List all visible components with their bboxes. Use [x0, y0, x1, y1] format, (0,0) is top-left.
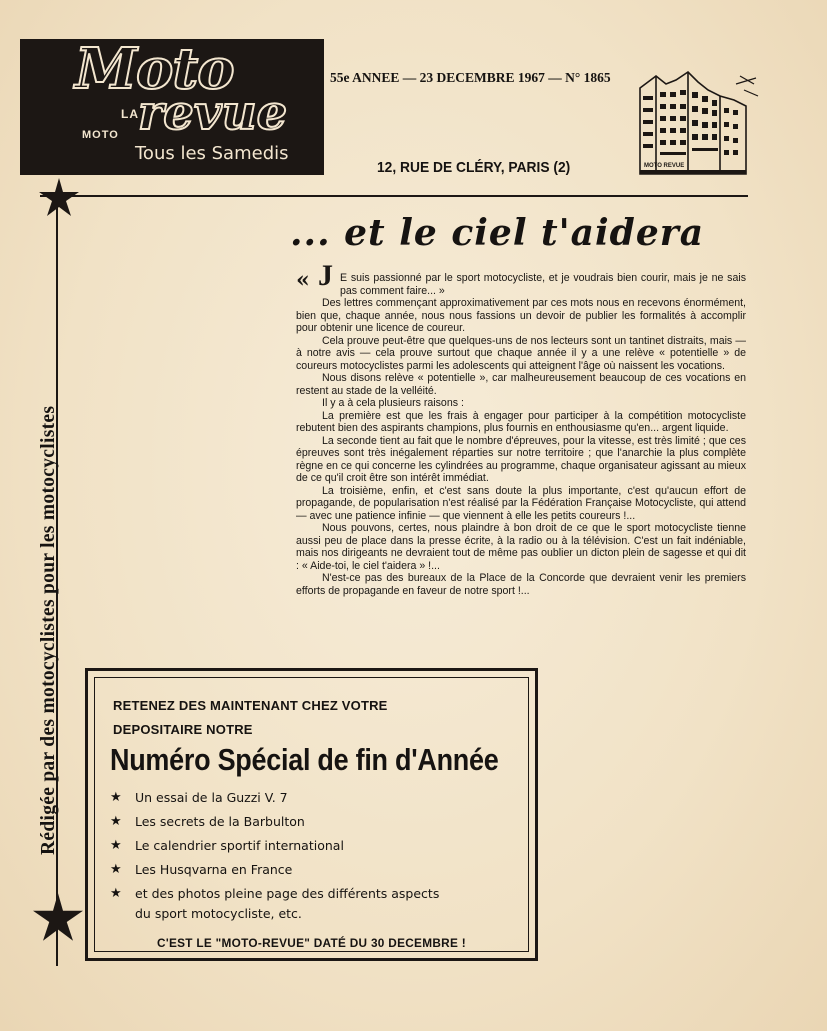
header-rule	[40, 195, 748, 197]
star-bullet-icon: ★	[110, 790, 122, 805]
star-bullet-icon: ★	[110, 838, 122, 853]
star-icon-bottom	[33, 893, 83, 941]
article-paragraph: Nous disons relève « potentielle », car malheureusement beaucoup de ces vocations en restent au stade de la velléité.	[296, 372, 746, 397]
star-bullet-icon: ★	[110, 814, 122, 829]
logo-la-text: LA	[121, 107, 139, 121]
promo-list-item	[110, 788, 510, 812]
promo-item-text: Les Husqvarna en France	[135, 862, 293, 877]
promo-item-text: Un essai de la Guzzi V. 7	[135, 790, 288, 805]
promo-list-item	[110, 884, 510, 928]
promo-item-text: Les secrets de la Barbulton	[135, 814, 305, 829]
article-first-paragraph: E suis passionné par le sport motocycliste, et je voudrais bien courir, mais je ne sais pas comment faire... »	[340, 272, 746, 297]
article-paragraph: La troisième, enfin, et c'est sans doute la plus importante, c'est qu'aucun effort de propagande, de popularisation n'est réalisé par la Fédération Française Motocycliste, qui attend — avec une patience infinie — que viennent à elle les petits coureurs !...	[296, 484, 746, 522]
promo-item-text: du sport motocycliste, etc.	[135, 906, 302, 921]
drop-cap: J	[318, 259, 333, 292]
logo-moto-text: Moto	[75, 39, 234, 102]
article-paragraph: Nous pouvons, certes, nous plaindre à bon droit de ce que le sport motocycliste tienne aussi peu de place dans la presse écrite, à la radio ou à la télévision. C'est un fait indéniable, mais nos dirigeants ne devraient tout de même pas oublier un dicton plein de sagesse et qui dit : « Aide-toi, le ciel t'aidera » !...	[296, 522, 746, 572]
article-paragraph: La première est que les frais à engager pour participer à la compétition motocycliste rebutent bien des aspirants champions, plus fournis en enthousiasme qu'en... argent liquide.	[296, 409, 746, 434]
promo-intro-line: DEPOSITAIRE NOTRE	[113, 722, 253, 737]
promo-intro-line: RETENEZ DES MAINTENANT CHEZ VOTRE	[113, 698, 388, 713]
article-paragraph: Il y a à cela plusieurs raisons :	[322, 397, 464, 409]
article-paragraph: N'est-ce pas des bureaux de la Place de la Concorde que devraient venir les premiers efforts de propagande en faveur de notre sport !...	[296, 572, 746, 597]
promo-list	[110, 788, 510, 928]
article-body	[296, 259, 746, 597]
promo-list-item	[110, 860, 510, 884]
vertical-slogan: Rédigée par des motocyclistes pour les motocyclistes	[38, 405, 59, 855]
masthead	[20, 39, 324, 175]
masthead-tagline: Tous les Samedis	[135, 143, 289, 164]
building-illustration	[636, 70, 760, 178]
promo-intro	[113, 694, 513, 742]
star-bullet-icon: ★	[110, 862, 122, 877]
article-paragraph: La seconde tient au fait que le nombre d'épreuves, pour la vitesse, est très limité ; que ces épreuves sont très inégalement réparties sur notre territoire ; que l'anarchie la plus complète règne en ce qui concerne les cylindrées au programme, chaque organisateur agissant au mieux de ce qu'il croit être son intérêt immédiat.	[296, 434, 746, 484]
article-paragraph: Des lettres commençant approximativement par ces mots nous en recevons énormément, bien que, chaque année, nous nous fassions un devoir de publier les formalités à accomplir pour obtenir une licence de coureur.	[296, 297, 746, 334]
article-paragraph: Cela prouve peut-être que quelques-uns de nos lecteurs sont un tantinet distraits, mais — à notre avis — cela prouve surtout que chaque année il y a une relève « potentielle » de coureurs motocyclistes parmi les adolescents qui atteignent l'âge où naissent les vocations.	[296, 334, 746, 372]
issue-line: 55e ANNEE — 23 DECEMBRE 1967 — N° 1865	[330, 70, 611, 85]
logo-revue-text: revue	[138, 85, 288, 141]
promo-item-text: et des photos pleine page des différents aspects	[135, 886, 440, 901]
promo-footer: C'EST LE "MOTO-REVUE" DATÉ DU 30 DECEMBRE !	[157, 936, 466, 950]
promo-item-text: Le calendrier sportif international	[135, 838, 344, 853]
star-icon-top	[39, 178, 79, 216]
promo-title: Numéro Spécial de fin d'Année	[110, 742, 499, 777]
promo-box-inner	[94, 677, 529, 952]
building-sign-text: MOTO REVUE	[644, 163, 685, 169]
article-headline: ... et le ciel t'aidera	[290, 212, 705, 254]
promo-box	[85, 668, 538, 961]
logo-moto-small-text: MOTO	[82, 129, 119, 141]
star-bullet-icon: ★	[110, 886, 122, 901]
address-line: 12, RUE DE CLÉRY, PARIS (2)	[377, 159, 571, 176]
article-opening	[296, 259, 746, 297]
promo-list-item	[110, 836, 510, 860]
opening-quote-mark: «	[296, 267, 310, 293]
promo-list-item	[110, 812, 510, 836]
